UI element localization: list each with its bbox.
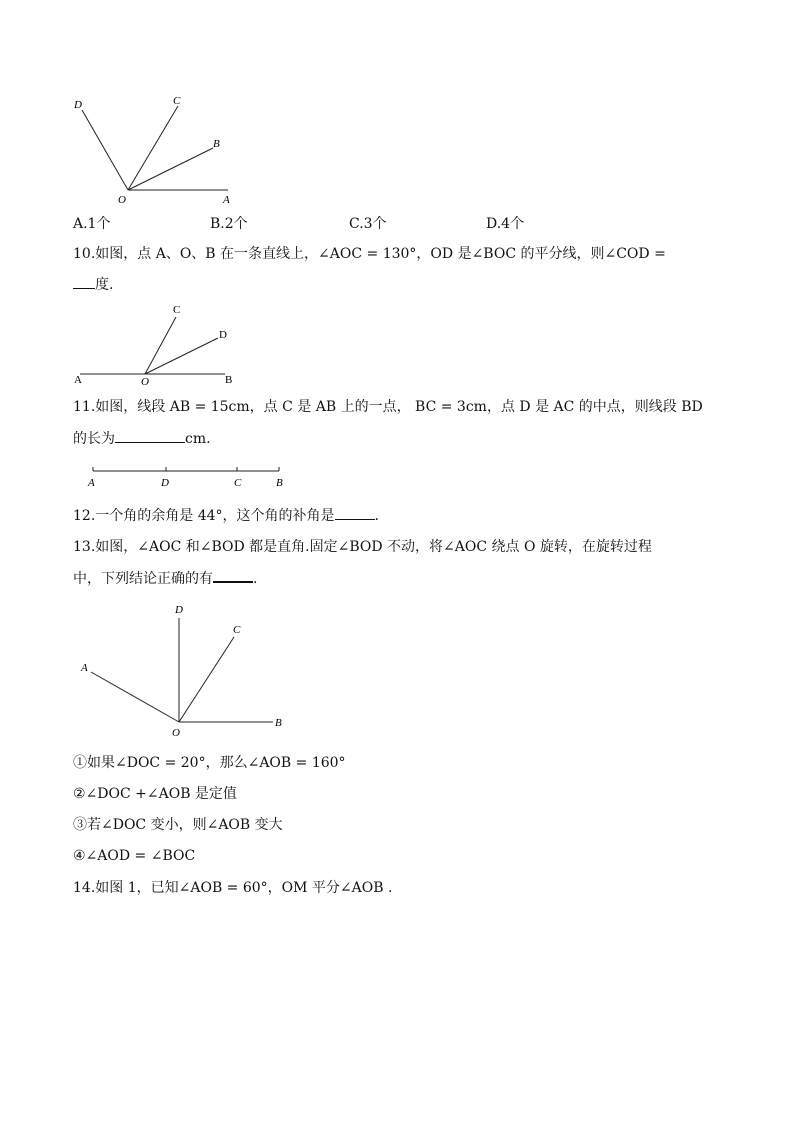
q11-prefix: 的长为 [73, 431, 115, 447]
label-D: D [161, 477, 169, 489]
label-C: C [173, 304, 181, 316]
label-A: A [81, 662, 88, 674]
statement-2: ②∠DOC +∠AOB 是定值 [73, 786, 237, 802]
label-B: B [276, 477, 283, 489]
label-B: B [225, 374, 233, 386]
ray-OD [82, 110, 128, 190]
label-D: D [175, 604, 183, 616]
label-D: D [74, 99, 82, 111]
option-d: D.4个 [486, 216, 525, 232]
q11-line2 [73, 428, 211, 449]
figure-q13 [75, 598, 295, 740]
q13-prefix: 中，下列结论正确的有 [73, 571, 213, 587]
q10-suffix: 度. [95, 277, 114, 293]
q12-prefix: 12.一个角的余角是 44°，这个角的补角是 [73, 508, 335, 524]
answer-blank [115, 428, 185, 443]
label-O: O [141, 376, 149, 388]
answer-blank [335, 505, 375, 520]
q10-text: 10.如图，点 A、O、B 在一条直线上，∠AOC = 130°，OD 是∠BOC 的平分线，则∠COD = [73, 246, 666, 262]
label-B: B [213, 138, 220, 150]
label-A: A [88, 477, 95, 489]
q10-line2 [73, 274, 113, 295]
option-c: C.3个 [349, 216, 387, 232]
option-b: B.2个 [210, 216, 248, 232]
q14-text: 14.如图 1，已知∠AOB = 60°，OM 平分∠AOB . [73, 880, 393, 896]
ray-OA [91, 672, 179, 722]
statement-3: ③若∠DOC 变小，则∠AOB 变大 [73, 817, 283, 833]
q13-line2 [73, 567, 257, 589]
label-C: C [233, 624, 241, 636]
figure-q10 [70, 300, 240, 388]
label-A: A [74, 374, 82, 386]
q12-text [73, 505, 379, 526]
q11-suffix: cm. [185, 431, 211, 447]
ray-OC [145, 317, 176, 374]
label-A: A [223, 194, 230, 206]
statement-1: ①如果∠DOC = 20°，那么∠AOB = 160° [73, 755, 346, 771]
option-a: A.1个 [73, 216, 111, 232]
figure-angles-top [70, 92, 240, 210]
label-C: C [234, 477, 242, 489]
ray-OC [179, 637, 234, 722]
q13-suffix: . [253, 571, 258, 587]
label-B: B [275, 717, 282, 729]
figure-q11 [80, 462, 300, 492]
label-O: O [172, 727, 180, 739]
answer-blank [213, 567, 253, 583]
statement-4: ④∠AOD = ∠BOC [73, 848, 196, 864]
label-C: C [173, 95, 181, 107]
q13-text: 13.如图，∠AOC 和∠BOD 都是直角.固定∠BOD 不动，将∠AOC 绕点 O 旋转，在旋转过程 [73, 539, 652, 555]
ray-OD [145, 338, 218, 374]
answer-blank [73, 274, 95, 289]
label-D: D [219, 329, 227, 341]
label-O: O [118, 194, 126, 206]
q11-text: 11.如图，线段 AB = 15cm，点 C 是 AB 上的一点， BC = 3cm，点 D 是 AC 的中点，则线段 BD [73, 399, 703, 415]
q12-suffix: . [374, 508, 379, 524]
